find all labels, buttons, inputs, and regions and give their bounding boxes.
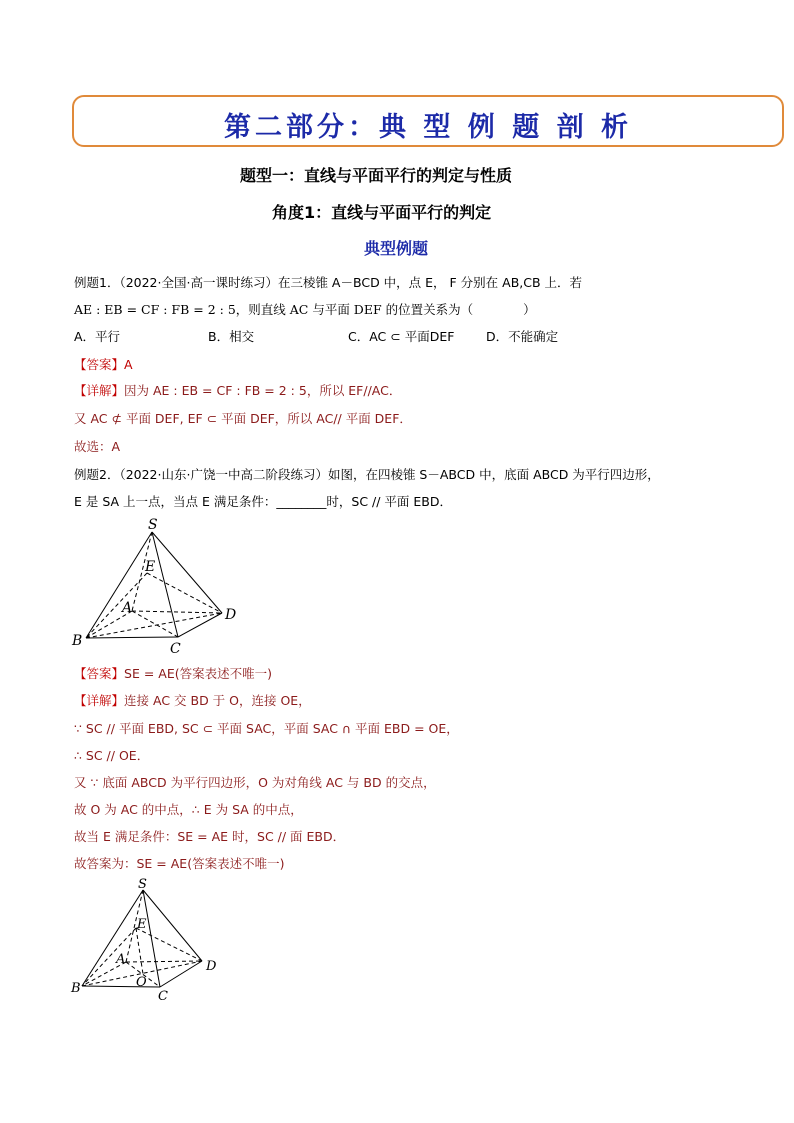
ex2-detail-line5: 故 O 为 AC 的中点，∴ E 为 SA 的中点， — [74, 802, 303, 817]
fig1-label-d: D — [225, 607, 237, 623]
ex1-option-c: C．AC ⊂ 平面DEF — [348, 329, 455, 344]
ex2-answer-tag: 【答案】 — [74, 666, 125, 681]
fig1-label-a: A — [122, 600, 133, 616]
ex2-question-line2: E 是 SA 上一点，当点 E 满足条件：________时，SC // 平面 EBD． — [74, 494, 452, 509]
ex1-option-a: A．平行 — [74, 329, 121, 344]
fig1-label-e: E — [145, 559, 156, 575]
ex2-detail-line2: ∵ SC // 平面 EBD, SC ⊂ 平面 SAC，平面 SAC ∩ 平面 EBD = OE， — [74, 721, 459, 736]
ex1-answer: A — [124, 357, 133, 372]
ex2-final-answer: 故答案为：SE = AE(答案表述不唯一) — [74, 856, 285, 871]
section-heading: 典型例题 — [364, 239, 429, 258]
angle-heading: 角度1：直线与平面平行的判定 — [272, 203, 492, 222]
ex1-detail-line2: 又 AC ⊄ 平面 DEF, EF ⊂ 平面 DEF，所以 AC// 平面 DEF． — [74, 411, 412, 426]
fig2-label-a: A — [116, 952, 126, 967]
banner-title: 第二部分：典 型 例 题 剖 析 — [224, 112, 632, 143]
ex2-detail-tag: 【详解】 — [74, 693, 125, 708]
ex2-detail-line4: 又 ∵ 底面 ABCD 为平行四边形，O 为对角线 AC 与 BD 的交点， — [74, 775, 436, 790]
fig2-label-b: B — [71, 981, 81, 996]
ex2-detail-line1: 连接 AC 交 BD 于 O，连接 OE， — [124, 693, 311, 708]
fig2-label-s: S — [138, 877, 147, 892]
ex1-question-line2: AE : EB = CF : FB = 2 : 5，则直线 AC 与平面 DEF 的位置关系为（ ） — [74, 302, 536, 317]
ex1-option-b: B．相交 — [208, 329, 255, 344]
fig1-label-b: B — [72, 633, 83, 649]
ex1-choose: 故选：A — [74, 439, 121, 454]
ex2-answer: SE = AE(答案表述不唯一) — [124, 666, 272, 681]
fig1-label-c: C — [170, 641, 181, 655]
fig2-label-e: E — [137, 917, 147, 932]
ex1-question-line1: 例题1．（2022·全国·高一课时练习）在三棱锥 A－BCD 中，点 E， F 分别在 AB,CB 上．若 — [74, 275, 583, 290]
type-heading: 题型一：直线与平面平行的判定与性质 — [240, 166, 513, 185]
fig2-label-d: D — [206, 959, 217, 974]
ex2-detail-line3: ∴ SC // OE． — [74, 748, 150, 763]
ex2-detail-line6: 故当 E 满足条件：SE = AE 时，SC // 面 EBD． — [74, 829, 346, 844]
ex1-option-d: D．不能确定 — [486, 329, 559, 344]
pyramid-figure-2 — [66, 876, 236, 1004]
fig1-label-s: S — [148, 517, 158, 533]
ex1-answer-tag: 【答案】 — [74, 357, 125, 372]
ex1-detail-line1: 因为 AE : EB = CF : FB = 2 : 5，所以 EF//AC． — [124, 383, 402, 398]
fig2-label-o: O — [136, 975, 147, 990]
pyramid-figure-1 — [70, 515, 250, 655]
section-banner — [72, 95, 784, 147]
fig2-label-c: C — [158, 989, 168, 1004]
ex2-question-line1: 例题2．（2022·山东·广饶一中高二阶段练习）如图，在四棱锥 S－ABCD 中，底面 ABCD 为平行四边形， — [74, 467, 660, 482]
ex1-detail-tag: 【详解】 — [74, 383, 125, 398]
